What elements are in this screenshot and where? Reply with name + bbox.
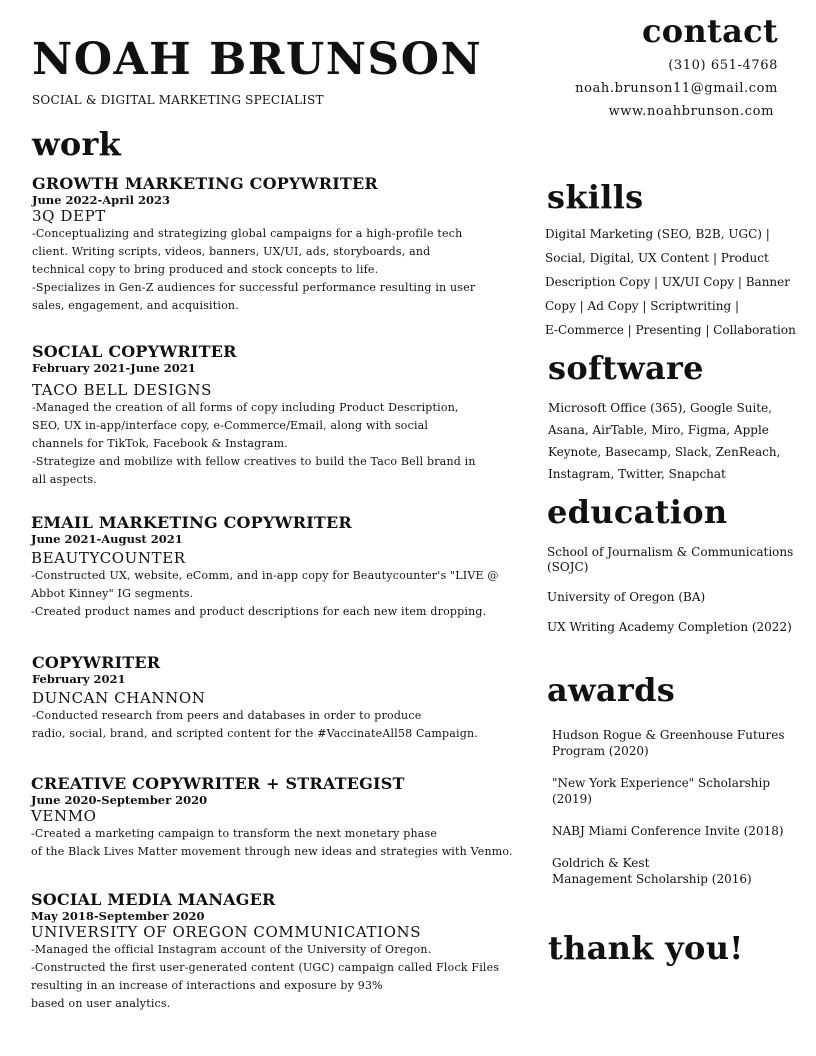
award-item: [552, 823, 784, 839]
job-entry: [31, 513, 521, 621]
job-description-line: -Managed the official Instagram account of the University of Oregon.: [31, 943, 432, 956]
job-dates: June 2022-April 2023: [32, 193, 171, 207]
job-title: COPYWRITER: [32, 653, 161, 672]
award-line: "New York Experience" Scholarship: [552, 776, 771, 790]
job-description-line: resulting in an increase of interactions and exposure by 93%: [31, 979, 383, 992]
job-description-line: client. Writing scripts, videos, banners, UX/UI, ads, storyboards, and: [32, 245, 431, 258]
education-item: [547, 590, 705, 605]
job-entry: [32, 174, 522, 315]
job-description-line: -Created product names and product descriptions for each new item dropping.: [31, 605, 487, 618]
job-dates: February 2021-June 2021: [32, 361, 196, 375]
job-description-line: based on user analytics.: [31, 997, 171, 1010]
job-description-line: -Managed the creation of all forms of copy including Product Description,: [32, 401, 459, 414]
education-line: UX Writing Academy Completion (2022): [547, 620, 792, 634]
job-description-line: channels for TikTok, Facebook & Instagram.: [32, 437, 288, 450]
work-heading: work: [32, 125, 122, 163]
job-description: [31, 825, 521, 861]
job-entry: [32, 342, 522, 489]
job-description-line: radio, social, brand, and scripted content for the #VaccinateAll58 Campaign.: [32, 727, 478, 740]
education-item: [547, 620, 792, 635]
job-company: VENMO: [31, 807, 97, 825]
education-line: (SOJC): [547, 560, 589, 574]
job-description-line: -Created a marketing campaign to transform the next monetary phase: [31, 827, 438, 840]
award-line: (2019): [552, 792, 592, 806]
award-line: Management Scholarship (2016): [552, 872, 752, 886]
job-dates: June 2020-September 2020: [31, 793, 208, 807]
software-line: Asana, AirTable, Miro, Figma, Apple: [548, 423, 769, 437]
skills-line: Copy | Ad Copy | Scriptwriting |: [545, 299, 740, 313]
candidate-name: NOAH BRUNSON: [32, 34, 483, 85]
software-line: Instagram, Twitter, Snapchat: [548, 467, 726, 481]
job-title: SOCIAL MEDIA MANAGER: [31, 890, 276, 909]
job-description: [32, 225, 522, 315]
education-line: University of Oregon (BA): [547, 590, 706, 604]
award-item: [552, 775, 770, 807]
job-description-line: sales, engagement, and acquisition.: [32, 299, 239, 312]
job-entry: [32, 653, 522, 743]
job-company: 3Q DEPT: [32, 207, 106, 225]
award-line: Program (2020): [552, 744, 649, 758]
skills-line: Digital Marketing (SEO, B2B, UGC) |: [545, 227, 770, 241]
award-line: Hudson Rogue & Greenhouse Futures: [552, 728, 785, 742]
job-description-line: -Conceptualizing and strategizing global campaigns for a high-profile tech: [32, 227, 463, 240]
software-line: Microsoft Office (365), Google Suite,: [548, 401, 772, 415]
job-title: GROWTH MARKETING COPYWRITER: [32, 174, 378, 193]
award-line: NABJ Miami Conference Invite (2018): [552, 824, 784, 838]
job-description: [32, 707, 522, 743]
job-description: [31, 567, 521, 621]
contact-email[interactable]: noah.brunson11@gmail.com: [575, 81, 778, 96]
job-description: [31, 941, 521, 1013]
contact-heading: contact: [642, 12, 778, 50]
job-description-line: -Strategize and mobilize with fellow creatives to build the Taco Bell brand in: [32, 455, 476, 468]
software-list: [548, 397, 780, 485]
closing-thank-you: thank you!: [548, 929, 744, 967]
awards-heading: awards: [547, 671, 676, 709]
skills-line: Social, Digital, UX Content | Product: [545, 251, 769, 265]
job-description-line: -Specializes in Gen-Z audiences for successful performance resulting in user: [32, 281, 476, 294]
award-item: [552, 855, 752, 887]
job-title: CREATIVE COPYWRITER + STRATEGIST: [31, 774, 405, 793]
job-company: UNIVERSITY OF OREGON COMMUNICATIONS: [31, 923, 422, 941]
software-line: Keynote, Basecamp, Slack, ZenReach,: [548, 445, 781, 459]
job-dates: May 2018-September 2020: [31, 909, 205, 923]
job-description-line: -Conducted research from peers and databases in order to produce: [32, 709, 422, 722]
job-description: [32, 399, 522, 489]
skills-list: [545, 222, 796, 342]
award-item: [552, 727, 785, 759]
candidate-tagline: SOCIAL & DIGITAL MARKETING SPECIALIST: [32, 93, 324, 107]
job-description-line: all aspects.: [32, 473, 97, 486]
education-item: [547, 545, 793, 575]
job-description-line: SEO, UX in-app/interface copy, e-Commerce/Email, along with social: [32, 419, 429, 432]
job-description-line: Abbot Kinney" IG segments.: [31, 587, 194, 600]
job-company: TACO BELL DESIGNS: [32, 381, 212, 399]
job-title: EMAIL MARKETING COPYWRITER: [31, 513, 352, 532]
skills-line: E-Commerce | Presenting | Collaboration: [545, 323, 796, 337]
job-description-line: of the Black Lives Matter movement through new ideas and strategies with Venmo.: [31, 845, 513, 858]
job-company: DUNCAN CHANNON: [32, 689, 206, 707]
job-dates: June 2021-August 2021: [31, 532, 183, 546]
software-heading: software: [548, 349, 704, 387]
skills-line: Description Copy | UX/UI Copy | Banner: [545, 275, 790, 289]
education-heading: education: [547, 493, 728, 531]
job-description-line: technical copy to bring produced and stock concepts to life.: [32, 263, 379, 276]
job-dates: February 2021: [32, 672, 126, 686]
job-description-line: -Constructed the first user-generated content (UGC) campaign called Flock Files: [31, 961, 500, 974]
job-entry: [31, 774, 521, 861]
job-company: BEAUTYCOUNTER: [31, 549, 186, 567]
job-description-line: -Constructed UX, website, eComm, and in-app copy for Beautycounter's "LIVE @: [31, 569, 499, 582]
education-line: School of Journalism & Communications: [547, 545, 794, 559]
award-line: Goldrich & Kest: [552, 856, 650, 870]
contact-website[interactable]: www.noahbrunson.com: [608, 104, 774, 119]
job-title: SOCIAL COPYWRITER: [32, 342, 237, 361]
contact-phone: (310) 651-4768: [668, 58, 778, 73]
skills-heading: skills: [547, 178, 644, 216]
job-entry: [31, 890, 521, 1013]
